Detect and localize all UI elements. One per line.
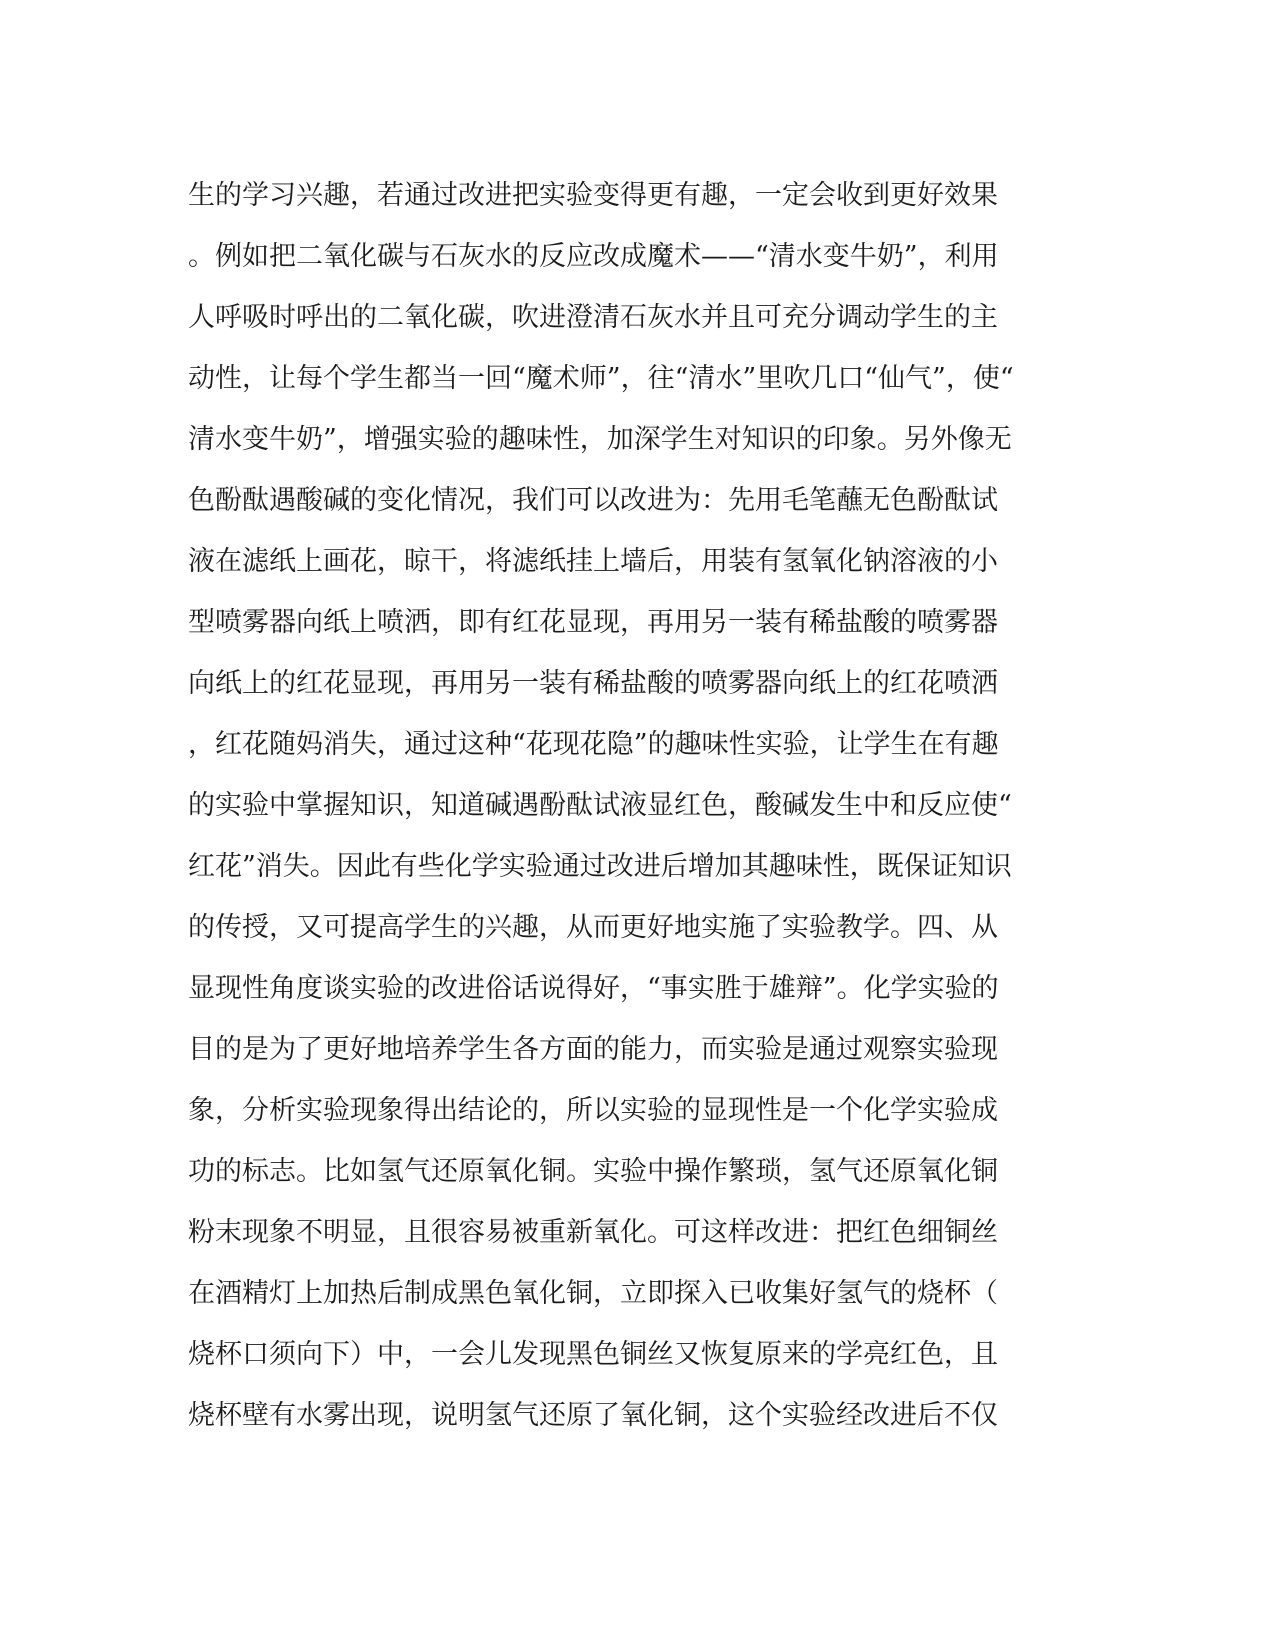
text-line: 粉末现象不明显，且很容易被重新氧化。可这样改进：把红色细铜丝: [188, 1217, 998, 1248]
text-line: ，红花随妈消失，通过这种“花现花隐”的趣味性实验，让学生在有趣: [188, 729, 999, 760]
text-line: 色酚酞遇酸碱的变化情况，我们可以改进为：先用毛笔蘸无色酚酞试: [188, 485, 998, 516]
text-line: 的传授，又可提高学生的兴趣，从而更好地实施了实验教学。四、从: [188, 912, 998, 943]
text-line: 向纸上的红花显现，再用另一装有稀盐酸的喷雾器向纸上的红花喷洒: [188, 668, 998, 699]
text-line: 在酒精灯上加热后制成黑色氧化铜，立即探入已收集好氢气的烧杯（: [188, 1278, 998, 1309]
text-line: 人呼吸时呼出的二氧化碳，吹进澄清石灰水并且可充分调动学生的主: [188, 302, 998, 333]
body-text: [188, 165, 1068, 1446]
text-line: 。例如把二氧化碳与石灰水的反应改成魔术——“清水变牛奶”，利用: [188, 241, 999, 272]
text-line: 动性，让每个学生都当一回“魔术师”，往“清水”里吹几口“仙气”，使“: [188, 363, 1014, 394]
text-line: 烧杯壁有水雾出现，说明氢气还原了氧化铜，这个实验经改进后不仅: [188, 1400, 998, 1431]
text-line: 液在滤纸上画花，晾干，将滤纸挂上墙后，用装有氢氧化钠溶液的小: [188, 546, 998, 577]
text-line: 烧杯口须向下）中，一会儿发现黑色铜丝又恢复原来的学亮红色，且: [188, 1339, 998, 1370]
text-line: 象，分析实验现象得出结论的，所以实验的显现性是一个化学实验成: [188, 1095, 998, 1126]
text-line: 的实验中掌握知识，知道碱遇酚酞试液显红色，酸碱发生中和反应使“: [188, 790, 1012, 821]
text-line: 清水变牛奶”，增强实验的趣味性，加深学生对知识的印象。另外像无: [188, 424, 1012, 455]
text-line: 目的是为了更好地培养学生各方面的能力，而实验是通过观察实验现: [188, 1034, 998, 1065]
text-line: 显现性角度谈实验的改进俗话说得好，“事实胜于雄辩”。化学实验的: [188, 973, 999, 1004]
text-line: 型喷雾器向纸上喷洒，即有红花显现，再用另一装有稀盐酸的喷雾器: [188, 607, 998, 638]
text-line: 生的学习兴趣，若通过改进把实验变得更有趣，一定会收到更好效果: [188, 180, 998, 211]
text-line: 红花”消失。因此有些化学实验通过改进后增加其趣味性，既保证知识: [188, 851, 1012, 882]
text-line: 功的标志。比如氢气还原氧化铜。实验中操作繁琐，氢气还原氧化铜: [188, 1156, 998, 1187]
